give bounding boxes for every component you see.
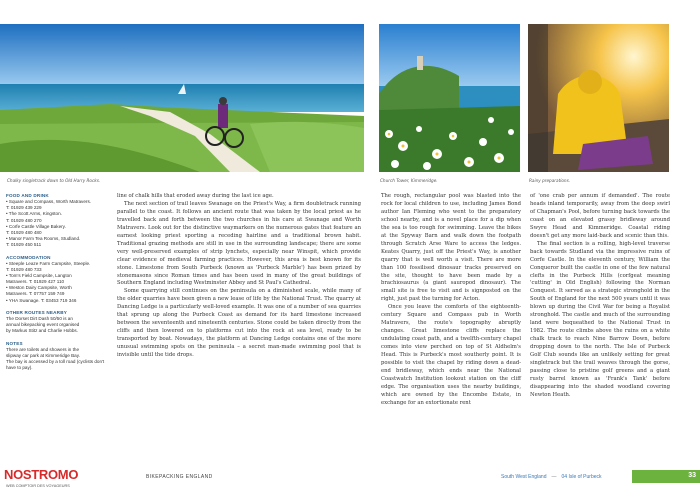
body-column-1 (117, 193, 361, 360)
page-number-tab (632, 470, 700, 483)
accommodation-item: • Tom's Field Campsite, Langton (6, 273, 72, 279)
food-item: • Square and Compass, Worth Matravers. (6, 199, 92, 205)
info-sidebar (6, 193, 114, 371)
footer-separator: — (551, 474, 557, 480)
photo-caption-right: Rainy preparations. (529, 178, 571, 183)
logo-tagline: WEB COMPTOIR DES VOYAGEURS (6, 484, 70, 488)
accommodation-item: • Weston Dairy Campsite, Worth (6, 285, 72, 291)
notes-text: There are toilets and showers in the (6, 346, 80, 352)
footer-route-info (501, 474, 602, 480)
accommodation-item: • Steeple Leaze Farm Campsite, Steeple. (6, 260, 91, 266)
photo-rainy-preparations (528, 24, 669, 172)
notes-text: slipway car park at Kimmeridge Bay. (6, 353, 80, 359)
other-routes-heading: OTHER ROUTES NEARBY (6, 309, 67, 315)
photo-church-tower (379, 24, 520, 172)
body-paragraph: The final section is a rolling, high-level traverse back towards Studland via the impressive ruins of Corfe Castle. In the eleventh century, William the Conqueror built the castle in one of the few natural clefts in the Purbeck Hills (corfgeat meaning 'cutting' in Old English) following the Norman Conquest. It served as a strategic stronghold in the South of England for the next 500 years until it was blown up during the Civil War for being a Royalist stronghold. The castle and much of the surrounding land were bequeathed to the National Trust in 1982. The route climbs above the ruins on a white chalk track to reach Nine Barrow Down, before dropping down to the north. The Isle of Purbeck Golf Club sounds like an unlikely setting for great singletrack but the trail weaves through the gorse, passing close to pristine golf greens and a giant rusty barrel known as 'Frank's Tank' before disappearing into the shaded woodland covering Newton Heath. (530, 240, 670, 398)
other-routes-text: The Dorset Dirt Dash 50/50 is an (6, 316, 73, 322)
other-routes-text: by Markus Stitz and Charlie Hobbs. (6, 328, 78, 334)
body-paragraph: Some quarrying still continues on the peninsula on a diminished scale, while many of the older quarries have been given a new lease of life by the National Trust. The quarry at Dancing Ledge is a particularly well-loved example. It was one of a number of sea quarries that sprung up along the Purbeck Coast as demand for its hard limestone increased between the seventeenth and nineteenth centuries. Stone could be taken directly from the cliffs and then lowered on to platforms cut into the rock at sea level, ready to be transported by boat. Nowadays, the platform at Dancing Ledge contains one of the more unusual swimming spots on the peninsula – a secret man-made swimming pool that is invisible until the tide drops. (117, 288, 361, 359)
body-paragraph: line of chalk hills that eroded away during the last ice age. (117, 193, 274, 199)
footer-route: 04 Isle of Purbeck (561, 474, 602, 480)
logo-wordmark: NOSTROMO (4, 467, 79, 482)
body-paragraph: The rough, rectangular pool was blasted into the rock for local children to use, including James Bond author Ian Fleming who went to the preparatory school nearby, and is a novel place for a dip when the sea is too rough for swimming. Leave the bikes at the Spyway Barn and walk down the footpath through Scratch Arse Ware to access the ledges. Keates Quarry, just off the Priest's Way, is another quarry that is well worth a visit. There are more than 100 fossilised dinosaur tracks preserved on the site, thought to have been made by a brachiosaurus (a giant sauropod dinosaur). The small site is free to visit and is signposted on the right, just past the turning for Acton. (381, 193, 521, 303)
food-item: T: 01929 439 229 (6, 205, 42, 211)
food-item: T: 01929 480 270 (6, 217, 42, 223)
page-number: 33 (688, 472, 696, 479)
notes-text: The bay is accessed by a toll road (cyclists don't have to pay). (6, 359, 105, 371)
food-item: • The Scott Arms, Kingston. (6, 211, 62, 217)
accommodation-heading: ACCOMMODATION (6, 254, 51, 260)
nostromo-logo (0, 463, 79, 495)
body-paragraph: Once you leave the comforts of the eighteenth-century Square and Compass pub in Worth Matravers, the route's topography abruptly changes. Great limestone cliffs replace the undulating coast path, and a twelfth-century chapel comes into view perched on top of St Aldhelm's Head. This is Purbeck's most southerly point. It is possible to visit the chapel by riding down a dead-end bridleway, which ends near the National Coastwatch Institution lookout station on the cliff edge. The organisation uses the nearby buildings, which are owned by the Encombe Estate, in exchange for an extortionate rent (381, 304, 521, 406)
accommodation-item: • YHA Swanage. T: 03453 719 346 (6, 297, 77, 303)
food-item: • Corfe Castle Village Bakery. (6, 223, 66, 229)
photo-chalk-singletrack (0, 24, 364, 172)
notes-heading: NOTES (6, 340, 23, 346)
accommodation-item: Matravers. T: 01929 427 110 (6, 279, 65, 285)
body-column-3 (530, 193, 670, 400)
body-paragraph: of 'one crab per annum if demanded'. The route heads inland temporarily, away from the deep swirl of Chapman's Pool, before turning back towards the coast on an elevated grassy bridleway around Swyre Head and Kimmeridge. Coastal riding doesn't get any more laid-back and scenic than this. (530, 193, 670, 239)
food-item: T: 01929 450 511 (6, 242, 42, 248)
photo-caption-left: Chalky singletrack down to Old Harry Rocks. (7, 178, 101, 183)
body-paragraph: The next section of trail leaves Swanage on the Priest's Way, a firm doubletrack running parallel to the coast. It follows an ancient route that was taken by the local priest as he travelled back and forth between the two churches in his care at Swanage and Worth Matravers. Look out for the distinctive waymarkers on the numerous gates that feature an earnest looking priest sporting a receding hairline and a traditional brown habit. Traditional grazing methods are still in use in the surrounding landscape; there are some very well-preserved examples of strip lynchets, especially near Winspit, which provide clear evidence of medieval farming practices. However, this area is best known for its stone. Limestone from South Purbeck (known as 'Purbeck Marble') has been prized by stonemasons since Roman times and has been used in many of the great buildings of Southern England including Westminster Abbey and St Paul's Cathedral. (117, 200, 361, 287)
footer-book-title: BIKEPACKING ENGLAND (146, 474, 213, 480)
food-heading: FOOD AND DRINK (6, 193, 49, 198)
accommodation-item: Matravers. T: 07757 159 749 (6, 291, 65, 297)
body-column-2 (381, 193, 521, 408)
photo-caption-middle: Church Tower, Kimmeridge. (380, 178, 438, 183)
food-item: • Manor Farm Tea Rooms, Studland. (6, 236, 81, 242)
footer-region: South West England (501, 474, 547, 480)
other-routes-text: annual bikepacking event organised (6, 322, 80, 328)
food-item: T: 01929 480 480 (6, 229, 42, 235)
accommodation-item: T: 01929 480 733 (6, 266, 42, 272)
